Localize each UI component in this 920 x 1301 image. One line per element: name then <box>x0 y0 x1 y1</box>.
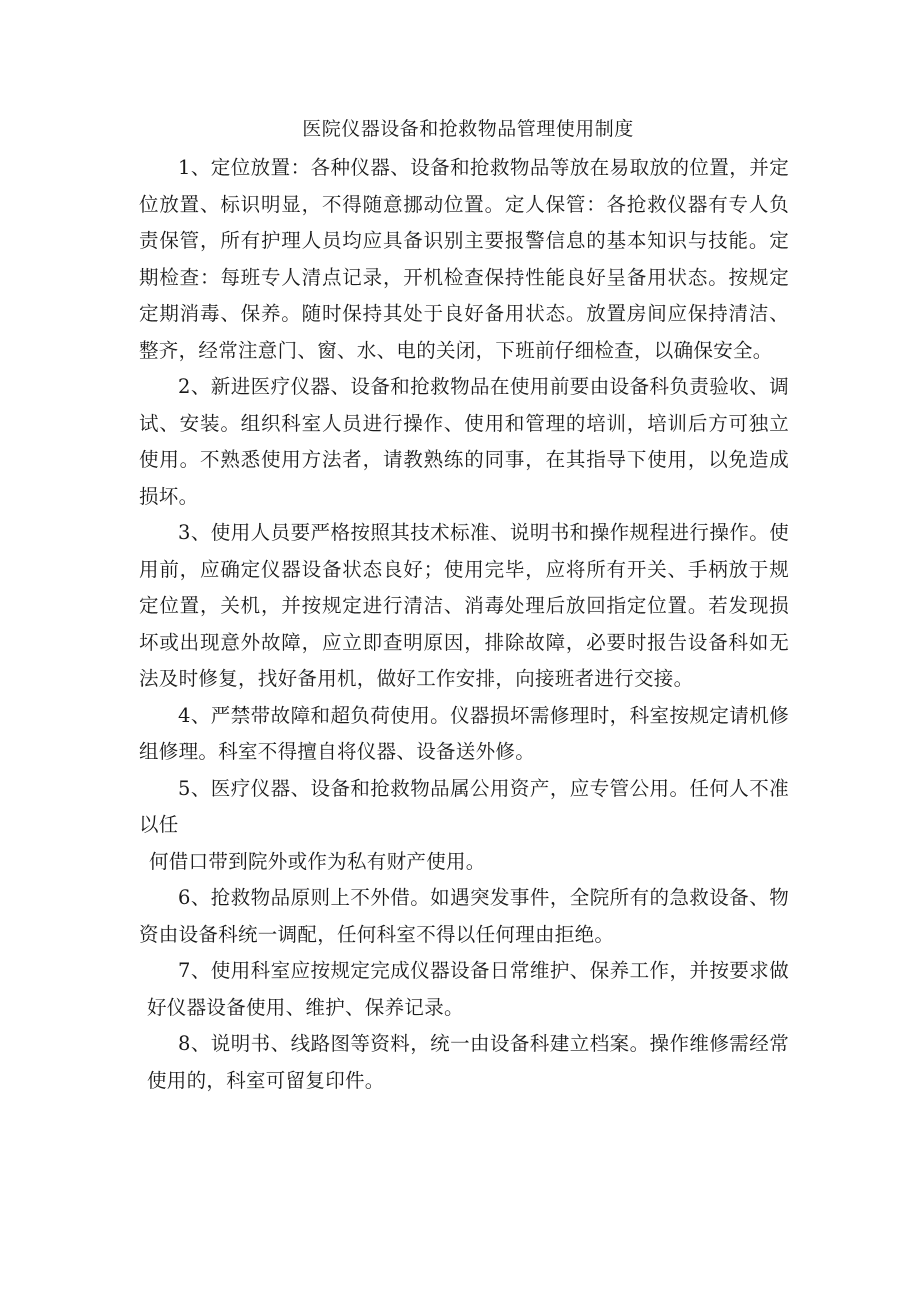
paragraph-5-continued: 何借口带到院外或作为私有财产使用。 <box>149 849 486 873</box>
paragraph-7: 7、使用科室应按规定完成仪器设备日常维护、保养工作，并按要求做好仪器设备使用、维护、保养记录。 <box>147 959 789 1019</box>
paragraph-1: 1、定位放置：各种仪器、设备和抢救物品等放在易取放的位置，并定位放置、标识明显，不得随意挪动位置。定人保管：各抢救仪器有专人负责保管，所有护理人员均应具备识别主要报警信息的基本知识与技能。定期检查：每班专人清点记录，开机检查保持性能良好呈备用状态。按规定定期消毒、保养。随时保持其处于良好备用状态。放置房间应保持清洁、整齐，经常注意门、窗、水、电的关闭，下班前仔细检查，以确保安全。 <box>139 156 789 362</box>
document-title: 医院仪器设备和抢救物品管理使用制度 <box>302 118 634 140</box>
document-body <box>139 112 789 1099</box>
paragraph-8: 8、说明书、线路图等资料，统一由设备科建立档案。操作维修需经常使用的，科室可留复印件。 <box>147 1032 789 1092</box>
paragraph-2: 2、新进医疗仪器、设备和抢救物品在使用前要由设备科负责验收、调试、安装。组织科室人员进行操作、使用和管理的培训，培训后方可独立使用。不熟悉使用方法者，请教熟练的同事，在其指导下使用，以免造成损坏。 <box>139 375 789 508</box>
paragraph-4: 4、严禁带故障和超负荷使用。仪器损坏需修理时，科室按规定请机修组修理。科室不得擅自将仪器、设备送外修。 <box>139 703 789 763</box>
paragraph-5: 5、医疗仪器、设备和抢救物品属公用资产，应专管公用。任何人不准以任 <box>139 776 789 836</box>
paragraph-6: 6、抢救物品原则上不外借。如遇突发事件，全院所有的急救设备、物资由设备科统一调配，任何科室不得以任何理由拒绝。 <box>139 886 789 946</box>
paragraph-3: 3、使用人员要严格按照其技术标准、说明书和操作规程进行操作。使用前，应确定仪器设备状态良好；使用完毕，应将所有开关、手柄放于规定位置，关机，并按规定进行清洁、消毒处理后放回指定位置。若发现损坏或出现意外故障，应立即查明原因，排除故障，必要时报告设备科如无法及时修复，找好备用机，做好工作安排，向接班者进行交接。 <box>139 521 789 690</box>
